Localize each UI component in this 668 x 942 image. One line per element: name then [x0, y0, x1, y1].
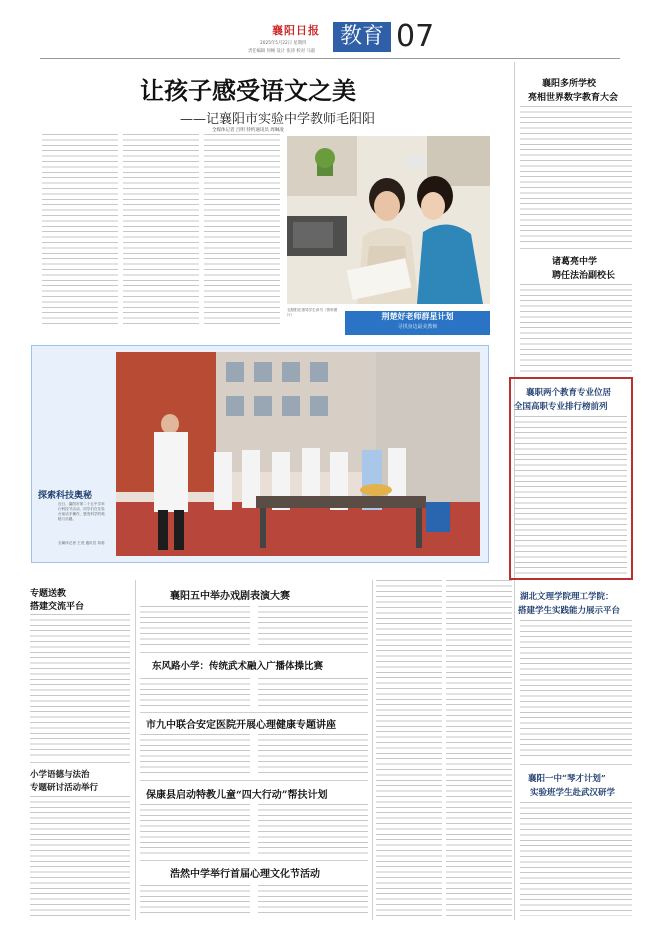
- box-headline-a: 襄职两个教育专业位居: [526, 388, 612, 398]
- science-caption: 近日，襄阳市第二十五中学举行科技节活动，同学们在实验台前动手操作，感受科学的奥秘与乐趣。: [58, 502, 105, 521]
- issue-date: 2025年5月22日 星期四: [260, 41, 307, 46]
- center-article-2a: [140, 678, 250, 708]
- right-headline-4a: 襄阳一中“琴才计划”: [528, 774, 606, 784]
- right-article-3: [520, 620, 632, 760]
- center-article-5b: [258, 885, 368, 917]
- center-article-4b: [258, 804, 368, 856]
- col-rule-1: [135, 580, 136, 920]
- main-article-col-2: [123, 134, 199, 324]
- right-headline-4b: 实验班学生赴武汉研学: [530, 788, 616, 798]
- main-article-col-1: [42, 134, 118, 324]
- right-headline-3a: 湖北文理学院理工学院：: [520, 592, 614, 602]
- box-article: [515, 416, 627, 574]
- editors-line: 责任编辑 何畅 设计 张沛 校对 马淑: [248, 49, 315, 54]
- right-article-1: [520, 106, 632, 244]
- main-byline: 全媒体记者 吕明 特约通讯员 周琳凌: [212, 128, 284, 133]
- banner-title: 荆楚好老师群星计划: [381, 312, 454, 321]
- center-divider-2: [140, 712, 368, 713]
- newspaper-logo: 襄阳日报: [272, 24, 320, 37]
- center-article-5a: [140, 885, 250, 917]
- left-headline-1a: 专题送教: [30, 589, 67, 599]
- center-article-3b: [258, 734, 368, 776]
- center-divider-1: [140, 652, 368, 653]
- center-headline-5: 浩然中学举行首届心理文化节活动: [170, 869, 320, 880]
- main-article-col-3: [204, 134, 280, 324]
- right-headline-1b: 亮相世界数字教育大会: [528, 93, 619, 103]
- masthead-rule: [40, 58, 620, 59]
- right-headline-3b: 搭建学生实践能力展示平台: [518, 606, 621, 616]
- page-number: 07: [396, 19, 435, 54]
- main-headline: 让孩子感受语文之美: [140, 76, 356, 105]
- left-article-2: [30, 796, 130, 916]
- science-photo: [116, 352, 480, 556]
- science-credit: 全媒体记者 王虎 通讯员 刘莉: [58, 541, 105, 545]
- science-photo-illustration: [116, 352, 480, 556]
- center-divider-4: [140, 860, 368, 861]
- right-article-4: [520, 802, 632, 916]
- teacher-photo-caption: 毛阳阳在指导学生读书（资料照片）: [287, 308, 338, 317]
- center-article-3a: [140, 734, 250, 776]
- center-headline-1: 襄阳五中举办戏剧表演大赛: [170, 591, 290, 602]
- right-headline-1a: 襄阳多所学校: [542, 79, 597, 89]
- left-headline-2a: 小学语德与法治: [30, 770, 90, 780]
- center-headline-3: 市九中联合安定医院开展心理健康专题讲座: [146, 720, 336, 731]
- right-divider-1: [520, 248, 632, 249]
- center-article-4a: [140, 804, 250, 856]
- teacher-photo-illustration: [287, 136, 490, 304]
- mid-right-article-b: [446, 580, 512, 916]
- box-headline-b: 全国高职专业排行榜前列: [514, 402, 608, 412]
- col-rule-2: [372, 580, 373, 920]
- center-divider-3: [140, 780, 368, 781]
- left-article-1: [30, 614, 130, 759]
- center-headline-4: 保康县启动特教儿童“四大行动”帮扶计划: [146, 790, 328, 801]
- right-article-2: [520, 284, 632, 374]
- left-divider: [30, 762, 130, 763]
- center-article-1a: [140, 606, 250, 646]
- right-divider-3: [520, 764, 632, 765]
- banner-subtitle: 寻找身边最美教师: [397, 324, 438, 330]
- section-tab: 教育: [333, 22, 391, 52]
- right-headline-2b: 聘任法治副校长: [552, 271, 616, 281]
- center-headline-2: 东风路小学：传统武术融入广播体操比赛: [152, 661, 324, 672]
- left-headline-2b: 专题研讨活动举行: [30, 783, 99, 793]
- main-subtitle: ——记襄阳市实验中学教师毛阳阳: [180, 112, 376, 127]
- left-headline-1b: 搭建交流平台: [30, 602, 85, 612]
- center-article-2b: [258, 678, 368, 708]
- mid-right-article-a: [376, 580, 442, 916]
- center-article-1b: [258, 606, 368, 646]
- science-title: 探索科技奥秘: [38, 491, 93, 501]
- teacher-photo: [287, 136, 490, 304]
- right-headline-2a: 诸葛亮中学: [552, 257, 598, 267]
- good-teacher-banner: [345, 311, 490, 335]
